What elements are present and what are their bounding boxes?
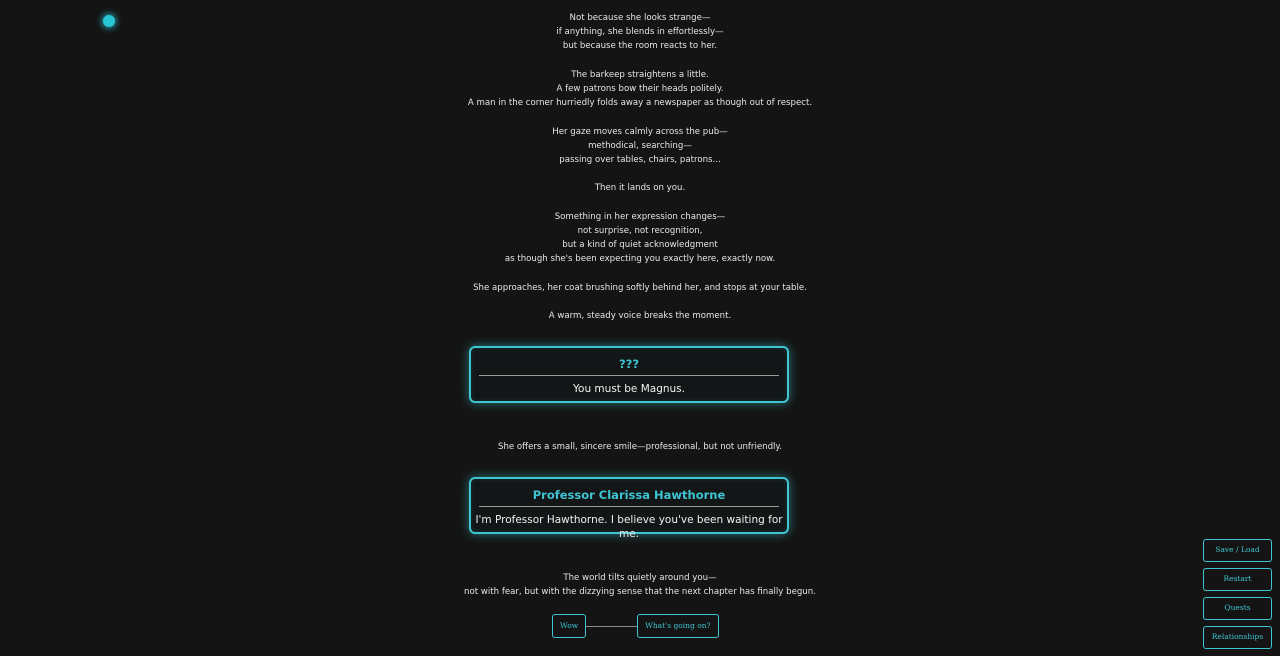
- relationships-button[interactable]: Relationships: [1203, 626, 1272, 649]
- narration-bottom: [340, 571, 940, 599]
- dialogue-box-hawthorne: [469, 477, 789, 540]
- narration-line: but a kind of quiet acknowledgment: [562, 240, 718, 251]
- choice-wow-button[interactable]: Wow: [552, 614, 586, 638]
- narration-line: A warm, steady voice breaks the moment.: [548, 311, 732, 322]
- quests-button[interactable]: Quests: [1203, 597, 1272, 620]
- narration-line: She approaches, her coat brushing softly behind her, and stops at your table.: [473, 282, 807, 293]
- dialogue-box-unknown: [469, 346, 789, 403]
- narration-line: passing over tables, chairs, patrons...: [559, 155, 721, 165]
- narration-line: Her gaze moves calmly across the pub—: [552, 126, 728, 137]
- narration-line: Then it lands on you.: [594, 183, 686, 194]
- narration-line: if anything, she blends in effortlessly—: [556, 27, 724, 38]
- dialogue-text: I'm Professor Hawthorne. I believe you've been waiting for me.: [475, 514, 783, 540]
- narration-line: A few patrons bow their heads politely.: [556, 84, 724, 94]
- narration-top: [340, 11, 940, 323]
- speaker-name: Professor Clarissa Hawthorne: [479, 487, 779, 507]
- narration-middle: [340, 440, 940, 454]
- narration-line: as though she's been expecting you exactly here, exactly now.: [504, 254, 776, 265]
- narration-line: not with fear, but with the dizzying sense that the next chapter has finally begun.: [464, 587, 816, 598]
- restart-button[interactable]: Restart: [1203, 568, 1272, 591]
- narration-line: Something in her expression changes—: [554, 211, 726, 222]
- narration-line: Not because she looks strange—: [569, 13, 711, 23]
- narration-line: The barkeep straightens a little.: [571, 69, 709, 80]
- narration-line: not surprise, not recognition,: [577, 225, 703, 236]
- speaker-name: ???: [479, 356, 779, 376]
- narration-line: She offers a small, sincere smile—professional, but not unfriendly.: [497, 442, 783, 452]
- choice-connector: [586, 626, 637, 627]
- choice-group: [552, 614, 719, 638]
- narration-line: The world tilts quietly around you—: [563, 573, 717, 583]
- status-indicator-dot: [103, 15, 115, 27]
- narration-line: methodical, searching—: [588, 140, 692, 151]
- dialogue-text: You must be Magnus.: [573, 383, 685, 395]
- side-menu: [1203, 539, 1272, 655]
- save-load-button[interactable]: Save / Load: [1203, 539, 1272, 562]
- narration-line: A man in the corner hurriedly folds away a newspaper as though out of respect.: [467, 98, 813, 109]
- choice-whats-going-on-button[interactable]: What's going on?: [637, 614, 718, 638]
- narration-line: but because the room reacts to her.: [562, 41, 718, 52]
